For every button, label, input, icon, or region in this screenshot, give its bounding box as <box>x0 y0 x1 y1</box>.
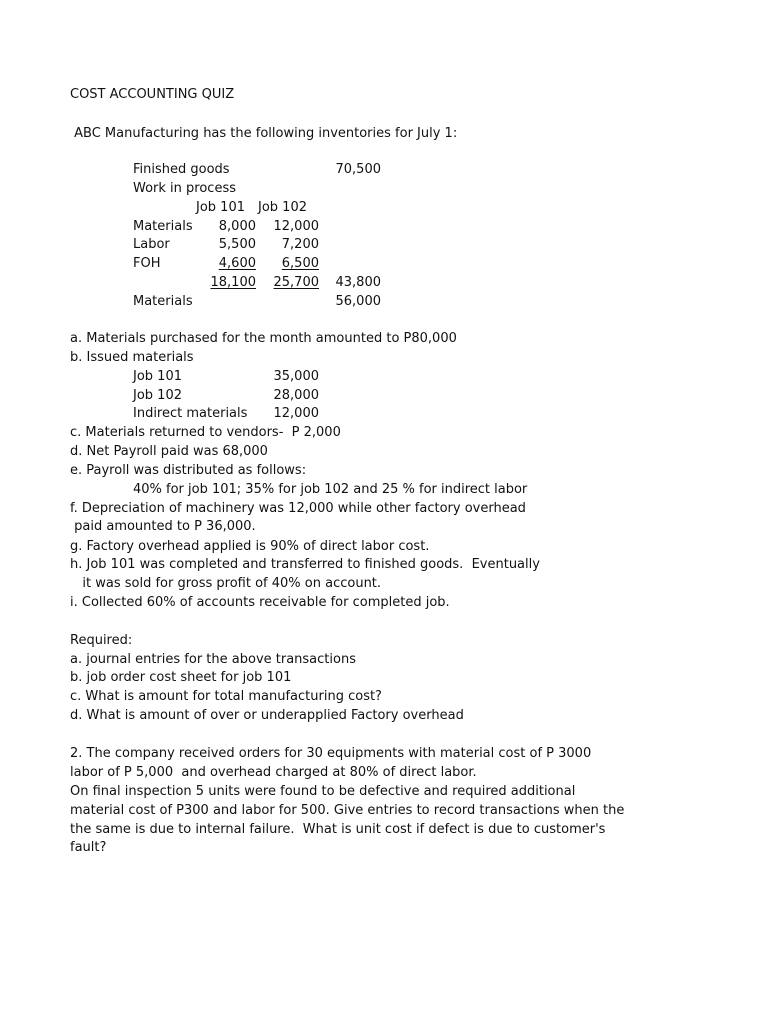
materials-value: 56,000 <box>335 294 381 309</box>
item-h-line2: it was sold for gross profit of 40% on account. <box>70 576 382 591</box>
page-title: COST ACCOUNTING QUIZ <box>70 87 235 102</box>
issued-value: 12,000 <box>273 406 319 421</box>
materials-label: Materials <box>133 294 193 309</box>
intro-text: ABC Manufacturing has the following inventories for July 1: <box>70 126 458 141</box>
item-f-line2: paid amounted to P 36,000. <box>70 519 256 534</box>
required-a: a. journal entries for the above transactions <box>70 652 356 667</box>
required-b: b. job order cost sheet for job 101 <box>70 670 292 685</box>
finished-goods-label: Finished goods <box>133 162 230 177</box>
row-job102-value: 12,000 <box>273 219 319 234</box>
problem2-line: material cost of P300 and labor for 500. Give entries to record transactions when the <box>70 803 625 818</box>
item-g: g. Factory overhead applied is 90% of direct labor cost. <box>70 539 430 554</box>
wip-label: Work in process <box>133 181 236 196</box>
problem2-line: 2. The company received orders for 30 equipments with material cost of P 3000 <box>70 746 592 761</box>
problem2-line: the same is due to internal failure. What is unit cost if defect is due to customer's <box>70 822 606 837</box>
row-job101-value: 4,600 <box>218 256 256 271</box>
item-i: i. Collected 60% of accounts receivable for completed job. <box>70 595 450 610</box>
item-e: e. Payroll was distributed as follows: <box>70 463 307 478</box>
job102-header: Job 102 <box>258 200 307 215</box>
item-e-detail: 40% for job 101; 35% for job 102 and 25 % for indirect labor <box>133 482 528 497</box>
row-label: Materials <box>133 219 193 234</box>
row-label: FOH <box>133 256 161 271</box>
row-job101-value: 5,500 <box>218 237 256 252</box>
required-c: c. What is amount for total manufacturing cost? <box>70 689 382 704</box>
issued-value: 35,000 <box>273 369 319 384</box>
issued-label: Indirect materials <box>133 406 248 421</box>
total-wip: 43,800 <box>335 275 381 290</box>
item-d: d. Net Payroll paid was 68,000 <box>70 444 268 459</box>
total-job102: 25,700 <box>273 275 319 290</box>
finished-goods-value: 70,500 <box>335 162 381 177</box>
problem2-line: labor of P 5,000 and overhead charged at 80% of direct labor. <box>70 765 477 780</box>
item-b: b. Issued materials <box>70 350 194 365</box>
item-a: a. Materials purchased for the month amounted to P80,000 <box>70 331 457 346</box>
row-job102-value: 7,200 <box>281 237 319 252</box>
total-job101: 18,100 <box>210 275 256 290</box>
issued-label: Job 102 <box>133 388 182 403</box>
problem2-line: On final inspection 5 units were found to be defective and required additional <box>70 784 576 799</box>
required-heading: Required: <box>70 633 133 648</box>
issued-label: Job 101 <box>133 369 182 384</box>
row-job101-value: 8,000 <box>218 219 256 234</box>
problem2-line: fault? <box>70 840 107 855</box>
item-f-line1: f. Depreciation of machinery was 12,000 while other factory overhead <box>70 501 526 516</box>
issued-value: 28,000 <box>273 388 319 403</box>
row-label: Labor <box>133 237 170 252</box>
item-c: c. Materials returned to vendors- P 2,000 <box>70 425 341 440</box>
job101-header: Job 101 <box>196 200 245 215</box>
item-h-line1: h. Job 101 was completed and transferred to finished goods. Eventually <box>70 557 540 572</box>
row-job102-value: 6,500 <box>281 256 319 271</box>
required-d: d. What is amount of over or underapplied Factory overhead <box>70 708 464 723</box>
